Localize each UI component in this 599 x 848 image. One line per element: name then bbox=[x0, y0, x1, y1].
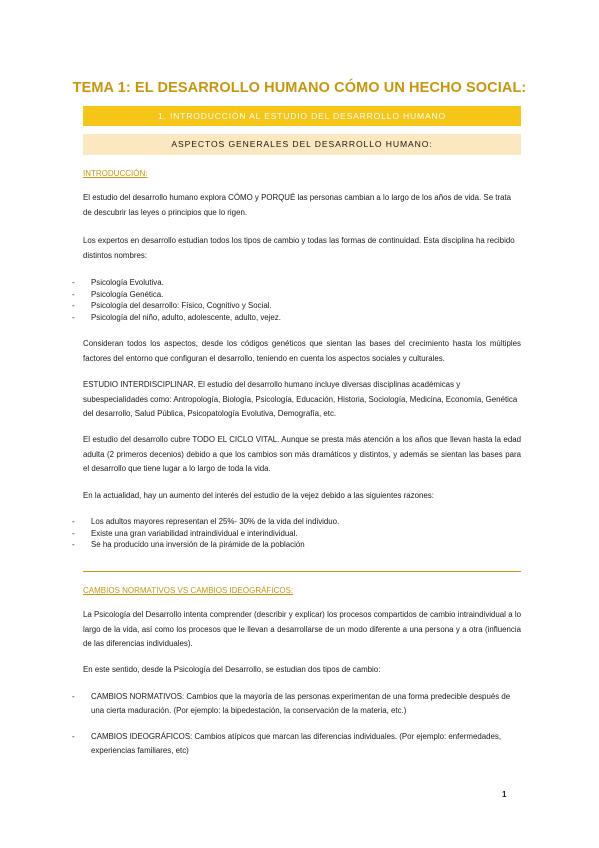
reasons-list bbox=[72, 516, 512, 551]
list-item: - CAMBIOS IDEOGRÁFICOS: Cambios atípicos que marcan las diferencias individuales. (Por ejemplo: enfermedades, experiencias familiares, etc) bbox=[72, 730, 512, 758]
list-item: - Existe una gran variabilidad intraindividual e interindividual. bbox=[72, 528, 512, 540]
change-types-list bbox=[72, 690, 512, 758]
life-cycle-paragraph: El estudio del desarrollo cubre TODO EL CICLO VITAL. Aunque se presta más atención a los años que llevan hasta la edad adulta (2 primeros decenios) debido a que los cambios son más dramáticos y distintos, y además se sientan las bases para el desarrollo que tiene lugar a lo largo de toda la vida. bbox=[83, 435, 521, 473]
changes-paragraph-1: La Psicología del Desarrollo intenta comprender (describir y explicar) los procesos compartidos de cambio intraindividual a lo largo de la vida, así como los procesos que le llevan a desarrollarse de un modo diferente a una persona y a otra (influencia de las diferencias individuales). bbox=[83, 610, 521, 648]
list-item: - Psicología del niño, adulto, adolescente, adulto, vejez. bbox=[72, 312, 512, 324]
list-item: - Los adultos mayores representan el 25%- 30% de la vida del individuo. bbox=[72, 516, 512, 528]
list-item: - CAMBIOS NORMATIVOS: Cambios que la mayoría de las personas experimentan de una forma predecible después de una cierta maduración. (Por ejemplo: la bipedestación, la conservación de la materia, etc.) bbox=[72, 690, 512, 718]
subsection-banner: ASPECTOS GENERALES DEL DESARROLLO HUMANO: bbox=[83, 134, 521, 155]
intro-paragraph-1: El estudio del desarrollo humano explora CÓMO y PORQUÉ las personas cambian a lo largo de los años de vida. Se trata de descubrir las leyes o principios que lo rigen. bbox=[83, 193, 512, 217]
intro-paragraph-2: Los expertos en desarrollo estudian todos los tipos de cambio y todas las formas de continuidad. Esta disciplina ha recibido distintos nombres: bbox=[83, 236, 515, 260]
interdisciplinary-paragraph: ESTUDIO INTERDISCIPLINAR. El estudio del desarrollo humano incluye diversas disciplinas académicas y subespecialidades como: Antropología, Biología, Psicología, Educación, Historia, Sociología, Medicina, Economía, Genética del desarrollo, Salud Pública, Psicopatología Evolutiva, Demografía, etc. bbox=[83, 380, 518, 418]
section-divider bbox=[83, 571, 521, 572]
intro-paragraph-3: Consideran todos los aspectos, desde los códigos genéticos que sientan las bases del crecimiento hasta los múltiples factores del entorno que configuran el desarrollo, teniendo en cuenta los aspectos sociales y culturales. bbox=[83, 339, 521, 363]
list-item: - Se ha producido una inversión de la pirámide de la población bbox=[72, 539, 512, 551]
changes-paragraph-2: En este sentido, desde la Psicología del Desarrollo, se estudian dos tipos de cambio: bbox=[83, 665, 381, 674]
old-age-paragraph: En la actualidad, hay un aumento del interés del estudio de la vejez debido a las siguientes razones: bbox=[83, 491, 434, 500]
discipline-names-list bbox=[72, 277, 512, 323]
list-item: - Psicología del desarrollo: Físico, Cognitivo y Social. bbox=[72, 300, 512, 312]
list-item: - Psicología Genética. bbox=[72, 289, 512, 301]
section-banner: 1. INTRODUCCIÓN AL ESTUDIO DEL DESARROLLO HUMANO bbox=[83, 106, 521, 126]
list-item: - Psicología Evolutiva. bbox=[72, 277, 512, 289]
changes-heading: CAMBIOS NORMATIVOS VS CAMBIOS IDEOGRÁFICOS: bbox=[83, 586, 294, 595]
document-title: TEMA 1: EL DESARROLLO HUMANO CÓMO UN HECHO SOCIAL: bbox=[72, 80, 527, 96]
intro-heading: INTRODUCCIÓN: bbox=[83, 169, 148, 178]
page-number: 1 bbox=[502, 790, 507, 799]
